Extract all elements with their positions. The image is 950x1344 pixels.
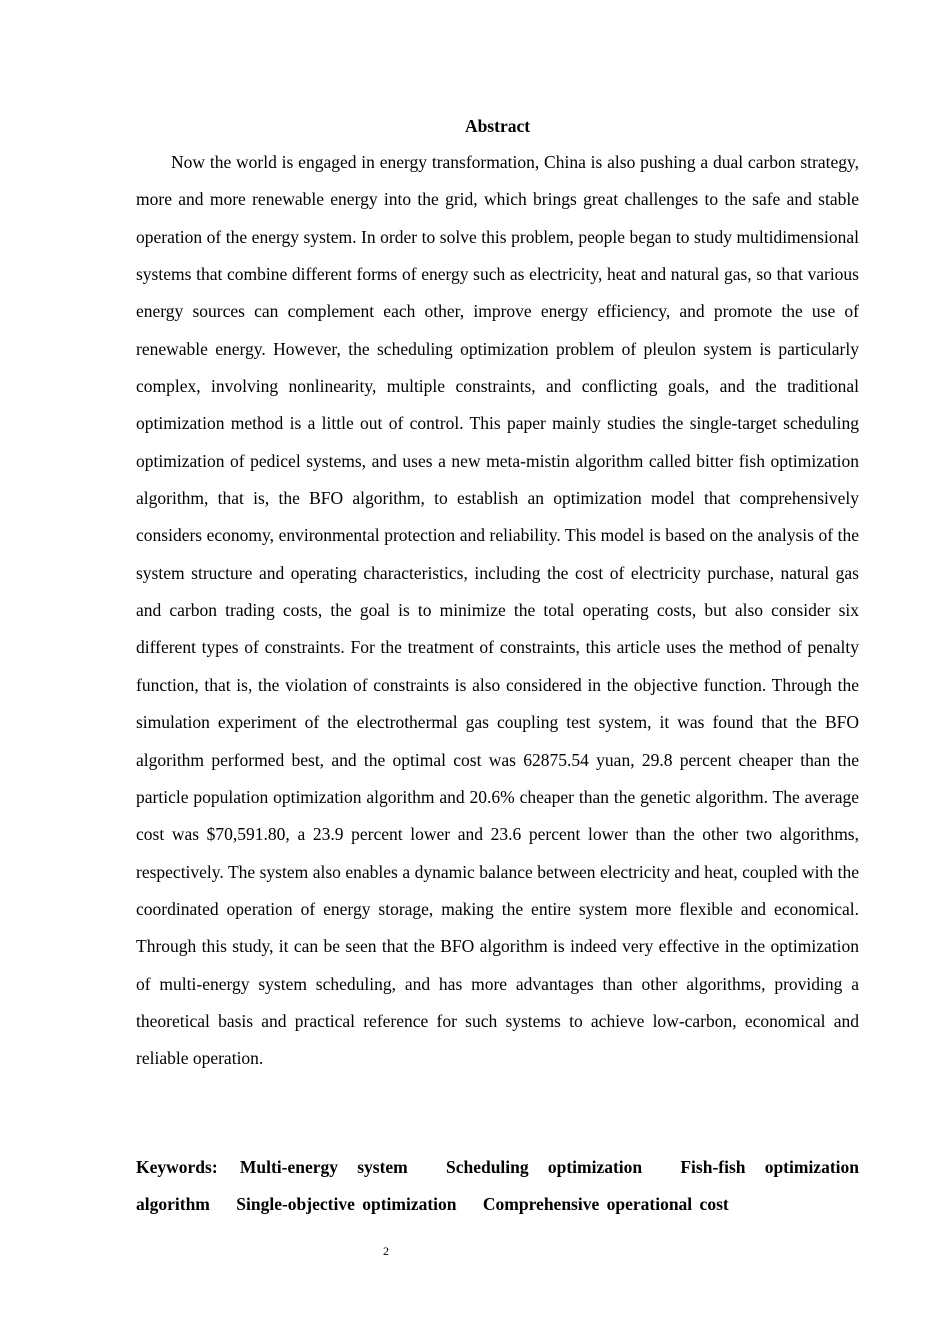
keyword-term: Scheduling optimization — [445, 1157, 643, 1177]
abstract-heading: Abstract — [464, 116, 531, 136]
keyword-term: Single-objective optimization — [236, 1194, 457, 1215]
keyword-term: Comprehensive operational cost — [482, 1194, 729, 1215]
keyword-term: Multi-energy system — [239, 1157, 408, 1177]
keywords-label: Keywords: — [136, 1157, 218, 1177]
keyword-term: Fish-fish optimization algorithm — [136, 1157, 859, 1215]
abstract-body: Now the world is engaged in energy transformation, China is also pushing a dual carbon strategy, more and more renewable energy into the grid, which brings great challenges to the safe and stable operation of the energy system. In order to solve this problem, people began to study multidimensional systems that combine different forms of energy such as electricity, heat and natural gas, so that various energy sources can complement each other, improve energy efficiency, and promote the use of renewable energy. However, the scheduling optimization problem of pleulon system is particularly complex, involving nonlinearity, multiple constraints, and conflicting goals, and the traditional optimization method is a little out of control. This paper mainly studies the single-target scheduling optimization of pedicel systems, and uses a new meta-mistin algorithm called bitter fish optimization algorithm, that is, the BFO algorithm, to establish an optimization model that comprehensively considers economy, environmental protection and reliability. This model is based on the analysis of the system structure and operating characteristics, including the cost of electricity purchase, natural gas and carbon trading costs, the goal is to minimize the total operating costs, but also consider six different types of constraints. For the treatment of constraints, this article uses the method of penalty function, that is, the violation of constraints is also considered in the objective function. Through the simulation experiment of the electrothermal gas coupling test system, it was found that the BFO algorithm performed best, and the optimal cost was 62875.54 yuan, 29.8 percent cheaper than the particle population optimization algorithm and 20.6% cheaper than the genetic algorithm. The average cost was $70,591.80, a 23.9 percent lower and 23.6 percent lower than the other two algorithms, respectively. The system also enables a dynamic balance between electricity and heat, coupled with the coordinated operation of energy storage, making the entire system more flexible and economical. Through this study, it can be seen that the BFO algorithm is indeed very effective in the optimization of multi-energy system scheduling, and has more advantages than other algorithms, providing a theoretical basis and practical reference for such systems to achieve low-carbon, economical and reliable operation. — [136, 152, 859, 1069]
keywords-section — [136, 1149, 859, 1224]
page-number: 2 — [383, 1244, 389, 1258]
